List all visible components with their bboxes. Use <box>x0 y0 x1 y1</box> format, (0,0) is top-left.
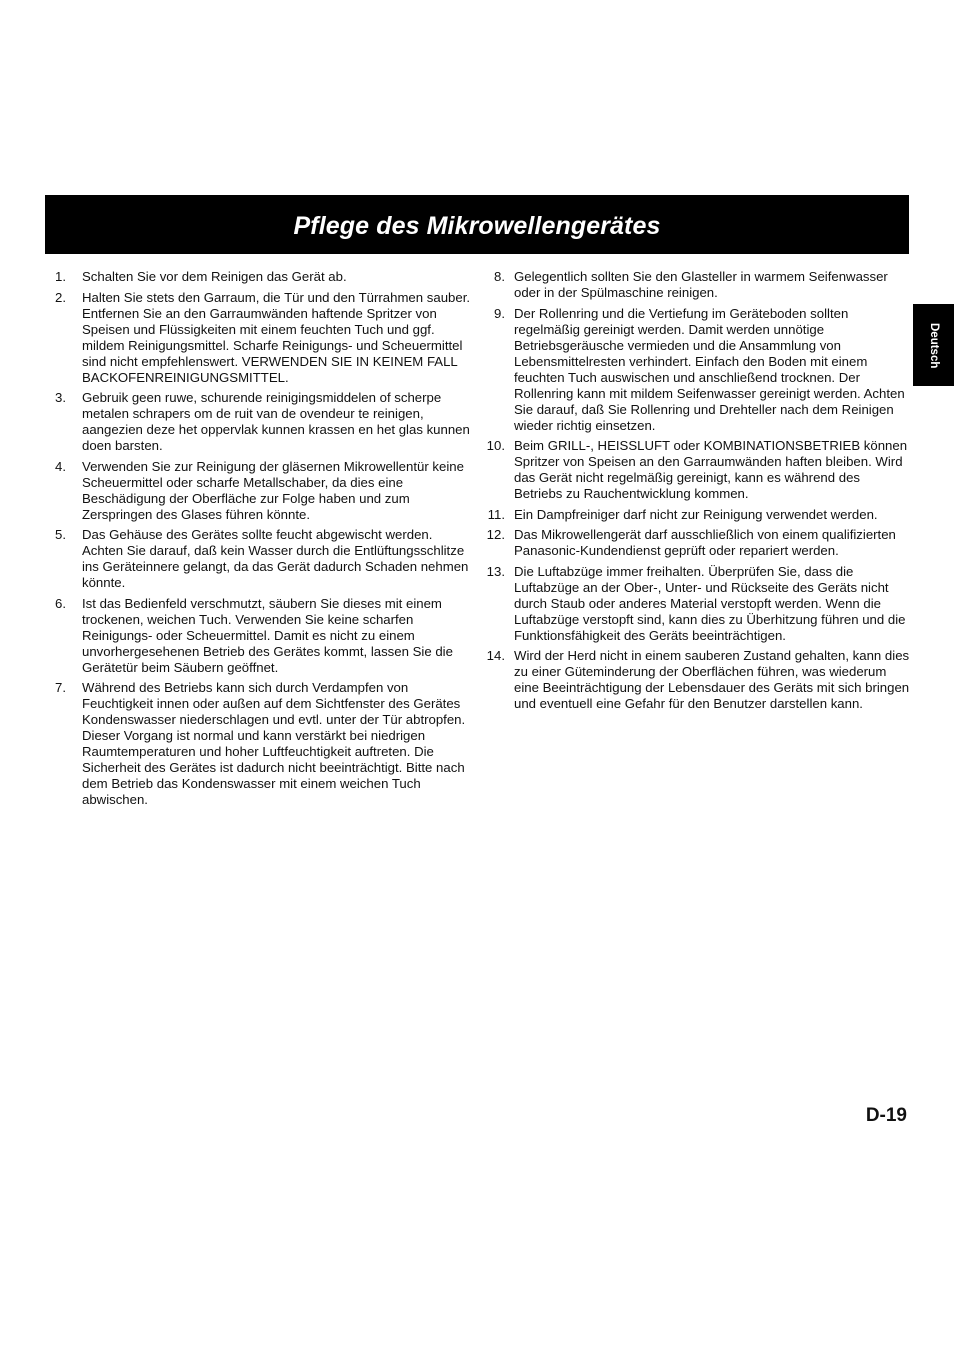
list-item <box>484 269 910 301</box>
item-text: Das Gehäuse des Gerätes sollte feucht abgewischt werden. Achten Sie darauf, daß kein Wasser durch die Entlüftungsschlitze ins Geräteinnere gelangt, da das Gerät dadurch Schaden nehmen könnte. <box>82 527 469 590</box>
item-text: Ist das Bedienfeld verschmutzt, säubern Sie dieses mit einem trockenen, weichen Tuch. Verwenden Sie keine scharfen Reinigungs- oder Scheuermittel. Damit es nicht zu einem unvorhergesehenen Betrieb des Gerätes kommt, lassen Sie die Gerätetür beim Säubern geöffnet. <box>82 595 453 675</box>
item-text: Wird der Herd nicht in einem sauberen Zustand gehalten, kann dies zu einer Güteminderung der Oberflächen führen, was wiederum eine Beeinträchtigung der Lebensdauer des Geräts mit sich bringen und eventuell eine Gefahr für den Benutzer darstellen kann. <box>514 648 910 711</box>
list-item <box>52 596 472 676</box>
item-number: 5. <box>55 527 66 542</box>
page-title: Pflege des Mikrowellengerätes <box>293 212 661 240</box>
instructions-right-column <box>484 269 910 717</box>
instructions-left-column <box>52 269 472 813</box>
item-text: Verwenden Sie zur Reinigung der gläsernen Mikrowellentür keine Scheuermittel oder scharfe Metallschaber, da dies eine Beschädigung der Oberfläche zur Folge haben und zum Zerspringen des Glases führen könnte. <box>82 458 464 522</box>
item-number: 13. <box>486 563 505 579</box>
list-item <box>484 306 910 434</box>
title-banner <box>45 195 909 254</box>
list-item <box>484 564 910 644</box>
language-tab <box>913 304 954 386</box>
item-number: 6. <box>55 595 66 611</box>
language-tab-label: Deutsch <box>928 323 940 369</box>
item-number: 12. <box>486 527 505 542</box>
list-item <box>52 527 472 591</box>
page-number: D-19 <box>865 1105 907 1126</box>
item-number: 9. <box>494 305 505 321</box>
list-item <box>484 527 910 559</box>
item-text: Beim GRILL-, HEISSLUFT oder KOMBINATIONSBETRIEB können Spritzer von Speisen an den Garraumwänden haften bleiben. Wird das Gerät nicht regelmäßig gereinigt, kann es während des Betriebs zu Rauchentwicklung kommen. <box>514 438 908 501</box>
item-text: Gelegentlich sollten Sie den Glasteller in warmem Seifenwasser oder in der Spülmaschine reinigen. <box>514 269 888 300</box>
item-text: Schalten Sie vor dem Reinigen das Gerät ab. <box>82 269 347 284</box>
list-item <box>484 438 910 502</box>
list-item <box>484 507 910 523</box>
item-number: 2. <box>55 289 66 305</box>
item-text: Die Luftabzüge immer freihalten. Überprüfen Sie, dass die Luftabzüge an der Ober-, Unter- und Rückseite des Geräts nicht durch Staub oder anderes Material verstopft werden. Wenn die Luftabzüge verstopft sind, kann dies zu Überhitzung führen und die Funktionsfähigkeit des Geräts beeinträchtigen. <box>514 563 906 643</box>
item-number: 8. <box>494 269 505 284</box>
list-item <box>52 290 472 386</box>
item-number: 7. <box>55 680 66 695</box>
list-item <box>52 269 472 285</box>
item-text: Das Mikrowellengerät darf ausschließlich von einem qualifizierten Panasonic-Kundendienst geprüft oder repariert werden. <box>514 527 896 558</box>
item-number: 4. <box>55 458 66 474</box>
item-number: 10. <box>486 438 505 453</box>
item-text: Der Rollenring und die Vertiefung im Geräteboden sollten regelmäßig gereinigt werden. Damit werden unnötige Betriebsgeräusche vermieden und die Ansammlung von Lebensmittelresten verhindert. Einfach den Boden mit einem feuchten Tuch auswischen und anschließend trocknen. Der Rollenring kann mit mildem Seifenwasser gereinigt werden. Achten Sie darauf, daß Sie Rollenring und Drehteller nach dem Reinigen wieder richtig einsetzen. <box>514 305 905 433</box>
item-number: 3. <box>55 390 66 405</box>
item-number: 1. <box>55 269 66 284</box>
item-text: Halten Sie stets den Garraum, die Tür und den Türrahmen sauber. Entfernen Sie an den Garraumwänden haftende Spritzer von Speisen und Flüssigkeiten mit einem feuchten Tuch und ggf. mildem Reinigungsmittel. Scharfe Reinigungs- und Scheuermittel sind nicht empfehlenswert. VERWENDEN SIE IN KEINEM FALL BACKOFENREINIGUNGSMITTEL. <box>82 289 471 385</box>
item-text: Während des Betriebs kann sich durch Verdampfen von Feuchtigkeit innen oder außen auf dem Sichtfenster des Gerätes Kondenswasser niederschlagen und evtl. unter der Tür abtropfen. Dieser Vorgang ist normal und kann verstärkt bei niedrigen Raumtemperaturen und hoher Luftfeuchtigkeit auftreten. Die Sicherheit des Gerätes ist dadurch nicht beeinträchtigt. Bitte nach dem Betrieb das Kondenswasser mit einem weichen Tuch abwischen. <box>82 680 466 807</box>
list-item <box>52 459 472 523</box>
item-number: 14. <box>486 648 505 663</box>
list-item <box>484 648 910 712</box>
item-text: Gebruik geen ruwe, schurende reinigingsmiddelen of scherpe metalen schrapers om de ruit van de ovendeur te reinigen, aangezien deze het oppervlak kunnen krassen en het glas kunnen doen barsten. <box>82 390 470 453</box>
item-text: Ein Dampfreiniger darf nicht zur Reinigung verwendet werden. <box>514 506 878 522</box>
item-number: 11. <box>487 506 505 522</box>
list-item <box>52 390 472 454</box>
list-item <box>52 680 472 808</box>
